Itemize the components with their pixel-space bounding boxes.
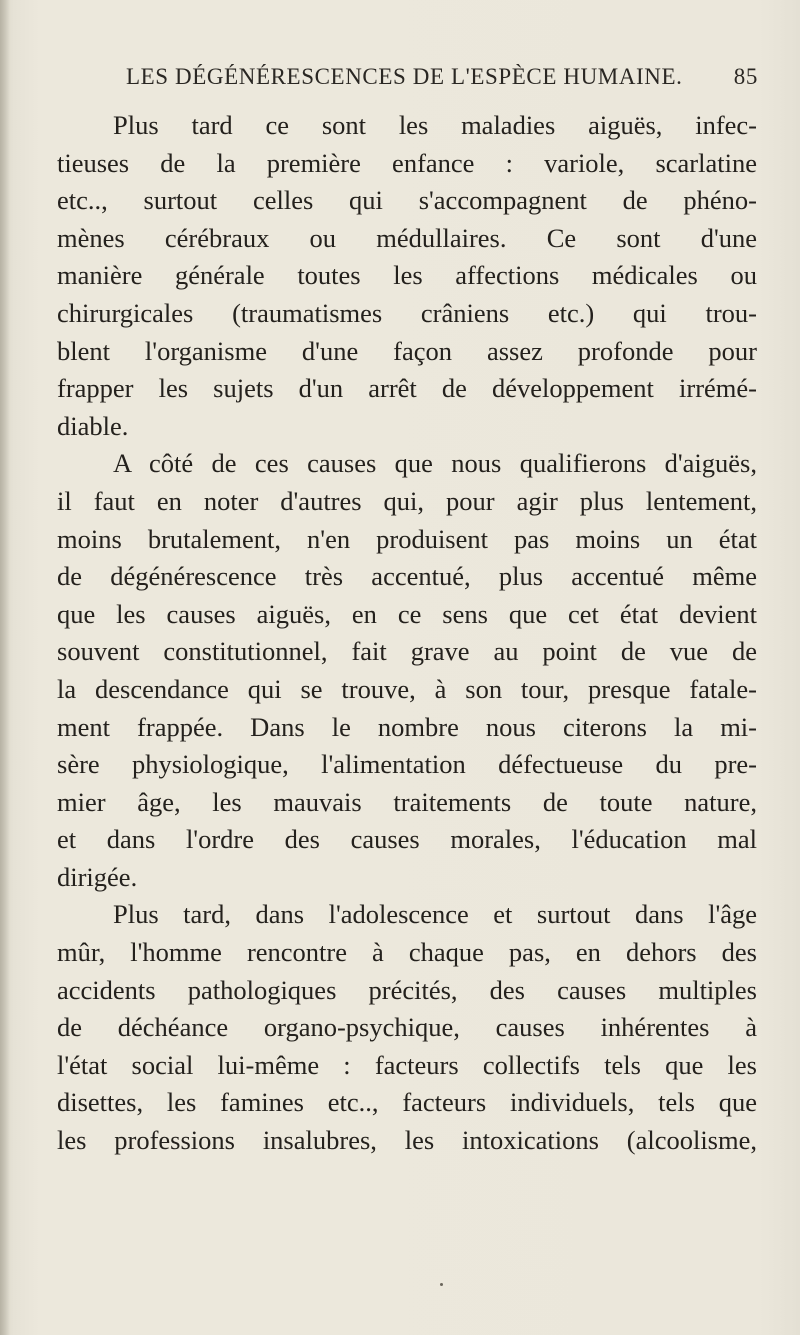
text-line: frapper les sujets d'un arrêt de développement irrémé- <box>57 373 757 404</box>
text-line: l'état social lui-même : facteurs collectifs tels que les <box>57 1049 757 1080</box>
running-head <box>126 64 766 98</box>
text-line: et dans l'ordre des causes morales, l'éducation mal <box>57 824 757 855</box>
text-line: moins brutalement, n'en produisent pas moins un état <box>57 523 757 554</box>
text-line: les professions insalubres, les intoxications (alcoolisme, <box>57 1125 757 1156</box>
text-line: que les causes aiguës, en ce sens que cet état devient <box>57 598 757 629</box>
body-text <box>57 107 757 1160</box>
text-line: ment frappée. Dans le nombre nous citerons la mi- <box>57 711 757 742</box>
running-head-title: LES DÉGÉNÉRESCENCES DE L'ESPÈCE HUMAINE. <box>126 64 683 89</box>
text-line: dirigée. <box>57 861 138 892</box>
text-line: chirurgicales (traumatismes crâniens etc.) qui trou- <box>57 297 757 328</box>
text-line: accidents pathologiques précités, des causes multiples <box>57 974 757 1005</box>
text-line: Plus tard ce sont les maladies aiguës, infec- <box>113 110 757 140</box>
page-number: 85 <box>733 64 758 89</box>
text-line: la descendance qui se trouve, à son tour, presque fatale- <box>57 673 757 704</box>
binding-shadow <box>0 0 10 1335</box>
text-line: Plus tard, dans l'adolescence et surtout dans l'âge <box>113 899 757 930</box>
text-line: manière générale toutes les affections médicales ou <box>57 260 757 291</box>
paper-speck <box>440 1283 443 1286</box>
text-line: blent l'organisme d'une façon assez profonde pour <box>57 335 757 366</box>
text-line: mènes cérébraux ou médullaires. Ce sont d'une <box>57 222 757 253</box>
text-line: etc.., surtout celles qui s'accompagnent de phéno- <box>57 185 757 216</box>
text-line: mûr, l'homme rencontre à chaque pas, en dehors des <box>57 937 757 968</box>
text-line: disettes, les famines etc.., facteurs individuels, tels que <box>57 1087 757 1118</box>
text-line: de déchéance organo-psychique, causes inhérentes à <box>57 1012 757 1043</box>
text-line: sère physiologique, l'alimentation défectueuse du pre- <box>57 749 757 780</box>
text-line: mier âge, les mauvais traitements de toute nature, <box>57 786 757 817</box>
text-line: de dégénérescence très accentué, plus accentué même <box>57 561 757 592</box>
text-line: tieuses de la première enfance : variole, scarlatine <box>57 147 757 178</box>
text-line: A côté de ces causes que nous qualifierons d'aiguës, <box>113 448 757 479</box>
text-line: diable. <box>57 410 129 441</box>
text-line: il faut en noter d'autres qui, pour agir plus lentement, <box>57 485 757 516</box>
text-line: souvent constitutionnel, fait grave au point de vue de <box>57 636 757 667</box>
